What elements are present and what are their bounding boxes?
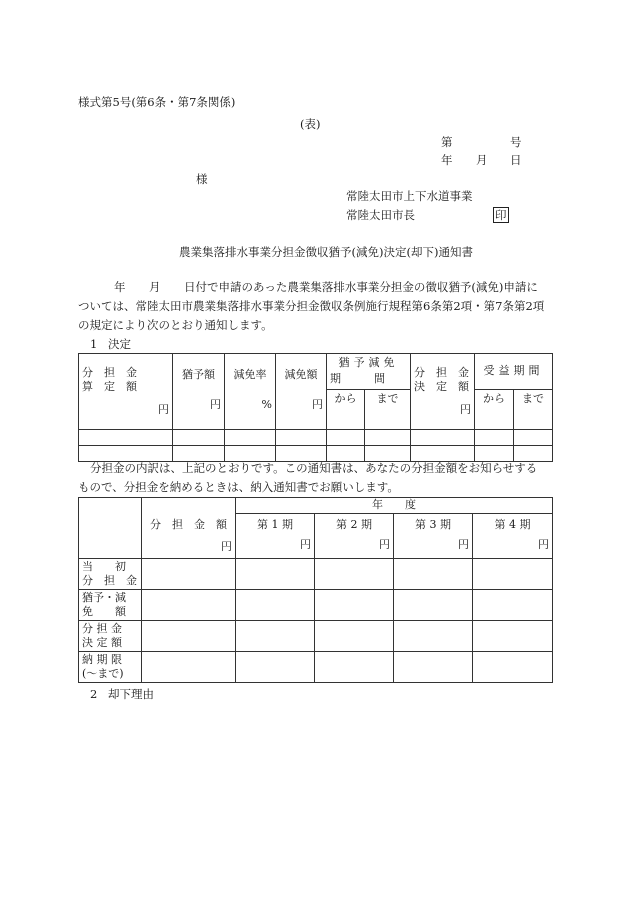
- breakdown-text-line2: もので、分担金を納めるときは、納入通知書でお願いします。: [78, 480, 399, 494]
- row-label-yuyo-genmen: 猶予・減 免 額: [79, 590, 142, 621]
- decision-table: [78, 353, 553, 462]
- header-period-4: 第 4 期 円: [473, 514, 553, 559]
- row-label-due-date: 納 期 限 (〜まで): [79, 652, 142, 683]
- header-bunpan-santei: 分 担 金 算 定 額 円: [79, 354, 173, 430]
- table-row: [79, 652, 553, 683]
- issuer-line2: 常陸太田市長: [346, 208, 415, 222]
- header-yuyo-to: まで: [365, 389, 411, 429]
- side-label: (表): [300, 117, 321, 131]
- header-benefit-to: まで: [514, 389, 553, 429]
- header-yuyo-from: から: [327, 389, 365, 429]
- table-row: [79, 429, 553, 445]
- intro-text1: 日付で申請のあった農業集落排水事業分担金の徴収猶予(減免)申請に: [184, 280, 538, 294]
- intro-text2: ついては、常陸太田市農業集落排水事業分担金徴収条例施行規程第6条第2項・第7条第2項: [78, 299, 545, 313]
- seal-mark: 印: [495, 208, 507, 222]
- header-period-1: 第 1 期 円: [236, 514, 315, 559]
- header-bunpan-decision: 分 担 金 決 定 額 円: [411, 354, 475, 430]
- breakdown-table: [78, 497, 553, 683]
- header-period-2: 第 2 期 円: [315, 514, 394, 559]
- breakdown-text-line1: 分担金の内訳は、上記のとおりです。この通知書は、あなたの分担金額をお知らせする: [90, 461, 538, 475]
- section2-number: 2: [90, 687, 98, 701]
- section2-label: 却下理由: [108, 687, 154, 701]
- form-number: 様式第5号(第6条・第7条関係): [78, 95, 236, 109]
- intro-month: 月: [149, 280, 161, 294]
- row-label-initial: 当 初 分 担 金: [79, 559, 142, 590]
- header-benefit-period: 受益期間: [475, 354, 553, 390]
- date-year: 年: [441, 153, 453, 167]
- header-fiscal-year: 年 度: [236, 498, 553, 514]
- section1-label: 決定: [108, 337, 131, 351]
- intro-text3: の規定により次のとおり通知します。: [78, 318, 273, 332]
- table-row: [79, 590, 553, 621]
- doc-number-dai: 第: [441, 135, 453, 149]
- table-row: [79, 621, 553, 652]
- date-day: 日: [510, 153, 522, 167]
- header-bunpan-total: 分 担 金 額 円: [142, 498, 236, 559]
- addressee-suffix: 様: [196, 172, 208, 186]
- table-row: [79, 445, 553, 461]
- table-row: [79, 559, 553, 590]
- header-yuyo-amount: 猶予額 円: [173, 354, 225, 430]
- row-label-decision: 分 担 金 決 定 額: [79, 621, 142, 652]
- header-genmen-rate: 減免率 %: [225, 354, 276, 430]
- doc-number-go: 号: [510, 135, 522, 149]
- issuer-line1: 常陸太田市上下水道事業: [346, 189, 473, 203]
- header-period-3: 第 3 期 円: [394, 514, 473, 559]
- section1-number: 1: [90, 337, 98, 351]
- document-title: 農業集落排水事業分担金徴収猶予(減免)決定(却下)通知書: [179, 245, 473, 259]
- header-genmen-amount: 減免額 円: [276, 354, 327, 430]
- header-benefit-from: から: [475, 389, 514, 429]
- header-blank: [79, 498, 142, 559]
- intro-year: 年: [114, 280, 126, 294]
- header-yuyo-period: 猶予減免 期 間: [327, 354, 411, 390]
- date-month: 月: [476, 153, 488, 167]
